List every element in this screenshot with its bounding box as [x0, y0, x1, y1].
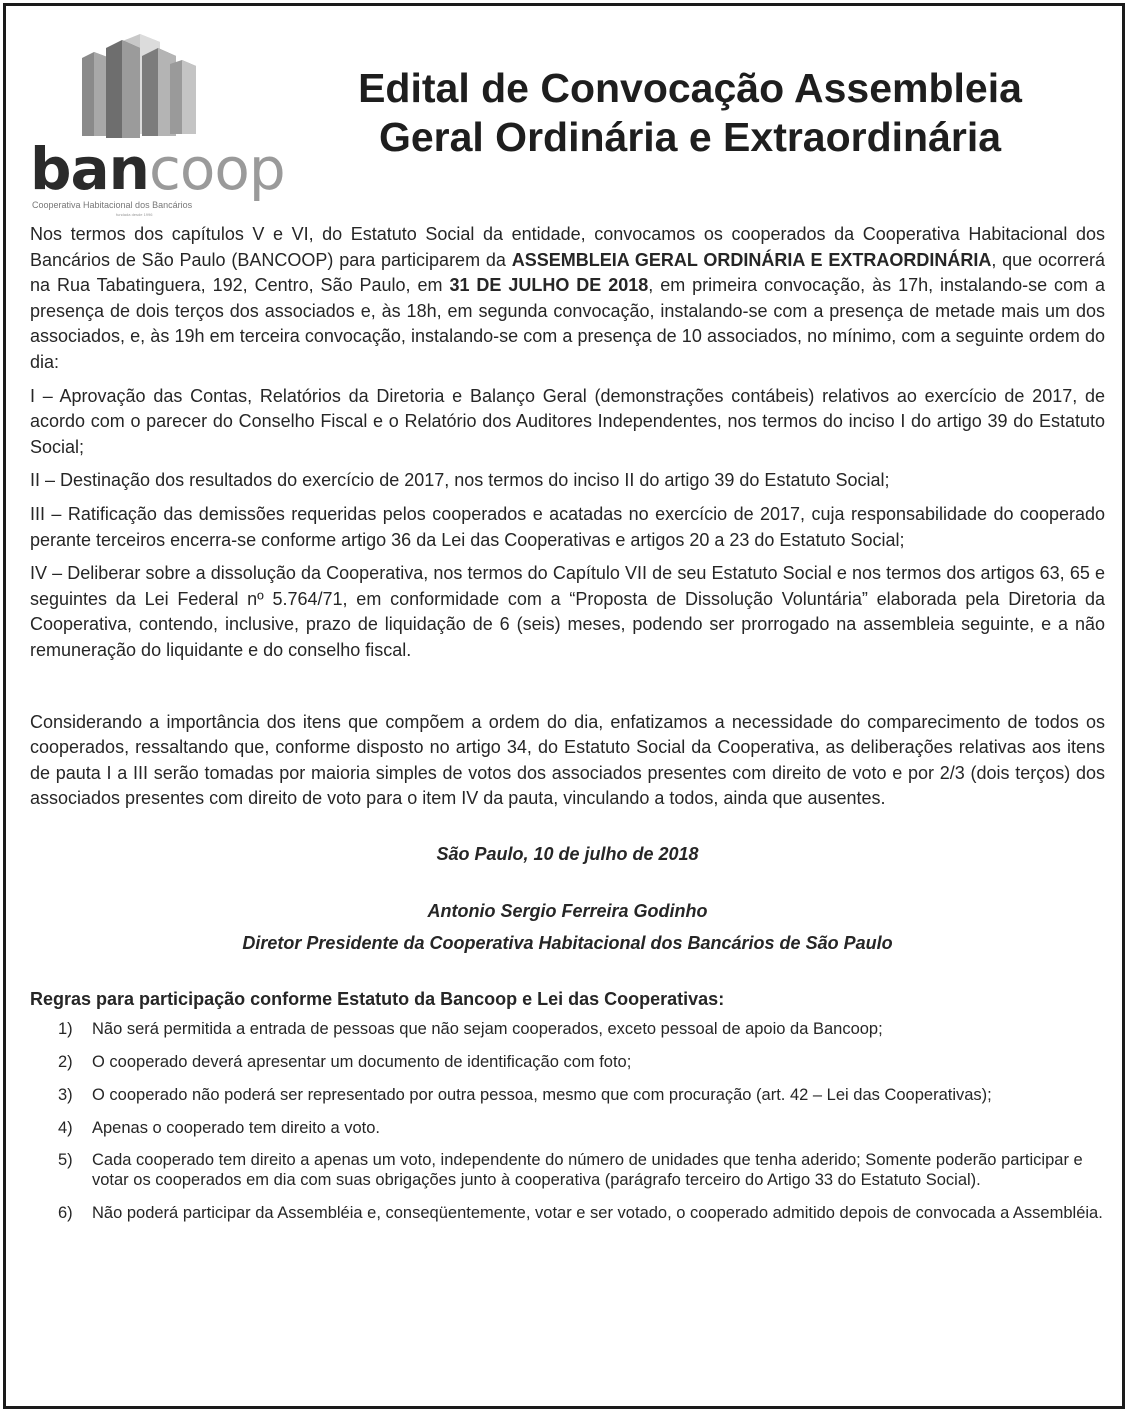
signer-name: Antonio Sergio Ferreira Godinho — [427, 901, 708, 922]
intro-paragraph: Nos termos dos capítulos V e VI, do Estatuto Social da entidade, convocamos os cooperados da Cooperativa Habitacional dos Bancários de São Paulo (BANCOOP) para participarem da ASSEMBLEIA GERAL ORDINÁRIA E EXTRAORDINÁRIA, que ocorrerá na Rua Tabatinguera, 192, Centro, São Paulo, em 31 DE JULHO DE 2018, em primeira convocação, às 17h, instalando-se com a presença de dois terços dos associados e, às 18h, em segunda convocação, instalando-se com a presença de metade mais um dos associados, e, às 19h em terceira convocação, instalando-se com a presença de 10 associados, no mínimo, com a seguinte ordem do dia: — [30, 224, 1106, 372]
agenda-item: III – Ratificação das demissões requeridas pelos cooperados e acatadas no exercício de 2017, cuja responsabilidade do cooperado perante terceiros encerra-se conforme artigo 36 da Lei das Cooperativas e artigos 20 a 23 do Estatuto Social; — [30, 503, 1105, 550]
list-item: 2) O cooperado deverá apresentar um documento de identificação com foto; — [58, 1053, 632, 1072]
title-line-1: Edital de Convocação Assembleia — [358, 65, 1022, 111]
list-item: 5) Cada cooperado tem direito a apenas um voto, independente do número de unidades que tenha aderido; Somente poderão participar e votar os cooperados em dia com suas obrigações junto à cooperativa (parágrafo terceiro do Artigo 33 do Estatuto Social). — [58, 1151, 1083, 1190]
buildings-logo-icon — [80, 34, 198, 138]
list-item: 3) O cooperado não poderá ser representado por outra pessoa, mesmo que com procuração (art. 42 – Lei das Cooperativas); — [58, 1085, 992, 1104]
list-item: 4) Apenas o cooperado tem direito a voto. — [58, 1118, 381, 1137]
rules-heading: Regras para participação conforme Estatuto da Bancoop e Lei das Cooperativas: — [30, 988, 725, 1009]
agenda-item: I – Aprovação das Contas, Relatórios da Diretoria e Balanço Geral (demonstrações contábeis) relativos ao exercício de 2017, de acordo com o parecer do Conselho Fiscal e o Relatório dos Auditores Independentes, nos termos do inciso I do artigo 39 do Estatuto Social; — [30, 385, 1105, 457]
logo-tagline: Cooperativa Habitacional dos Bancários — [32, 200, 193, 210]
agenda-item: IV – Deliberar sobre a dissolução da Cooperativa, nos termos do Capítulo VII de seu Estatuto Social e nos termos dos artigos 63, 65 e seguintes da Lei Federal nº 5.764/71, em conformidade com a “Proposta de Dissolução Voluntária” elaborada pela Diretoria da Cooperativa, contendo, inclusive, prazo de liquidação de 6 (seis) meses, podendo ser prorrogado na assembleia seguinte, e a não remuneração do liquidante e do conselho fiscal. — [30, 563, 1105, 660]
list-item: 6) Não poderá participar da Assembléia e, conseqüentemente, votar e ser votado, o cooperado admitido depois de convocada a Assembléia. — [58, 1204, 1103, 1223]
list-item: 1) Não será permitida a entrada de pessoas que não sejam cooperados, exceto pessoal de apoio da Bancoop; — [58, 1020, 883, 1039]
place-date: São Paulo, 10 de julho de 2018 — [436, 843, 699, 864]
page-title — [250, 64, 1130, 162]
assembly-date: 31 DE JULHO DE 2018 — [449, 275, 649, 296]
logo-wordmark — [30, 135, 285, 203]
rules-list — [30, 1020, 1105, 1224]
logo-subline: fundada desde 1996 — [116, 212, 153, 217]
agenda-item: II – Destinação dos resultados do exercício de 2017, nos termos do inciso II do artigo 39 do Estatuto Social; — [30, 470, 890, 491]
assembly-type: ASSEMBLEIA GERAL ORDINÁRIA E EXTRAORDINÁRIA — [511, 249, 992, 270]
bancoop-logo — [30, 34, 285, 217]
considering-paragraph: Considerando a importância dos itens que compõem a ordem do dia, enfatizamos a necessidade do comparecimento de todos os cooperados, ressaltando que, conforme disposto no artigo 34, do Estatuto Social da Cooperativa, as deliberações relativas aos itens de pauta I a III serão tomadas por maioria simples de votos dos associados presentes com direito de voto e por 2/3 (dois terços) dos associados presentes com direito de voto para o item IV da pauta, vinculando a todos, ainda que ausentes. — [30, 711, 1105, 809]
document-body — [30, 222, 1105, 1237]
logo-word-dark: ban — [30, 135, 149, 203]
title-line-2: Geral Ordinária e Extraordinária — [378, 114, 1002, 160]
signer-role: Diretor Presidente da Cooperativa Habitacional dos Bancários de São Paulo — [242, 933, 893, 954]
logo-word-light: coop — [148, 135, 285, 203]
